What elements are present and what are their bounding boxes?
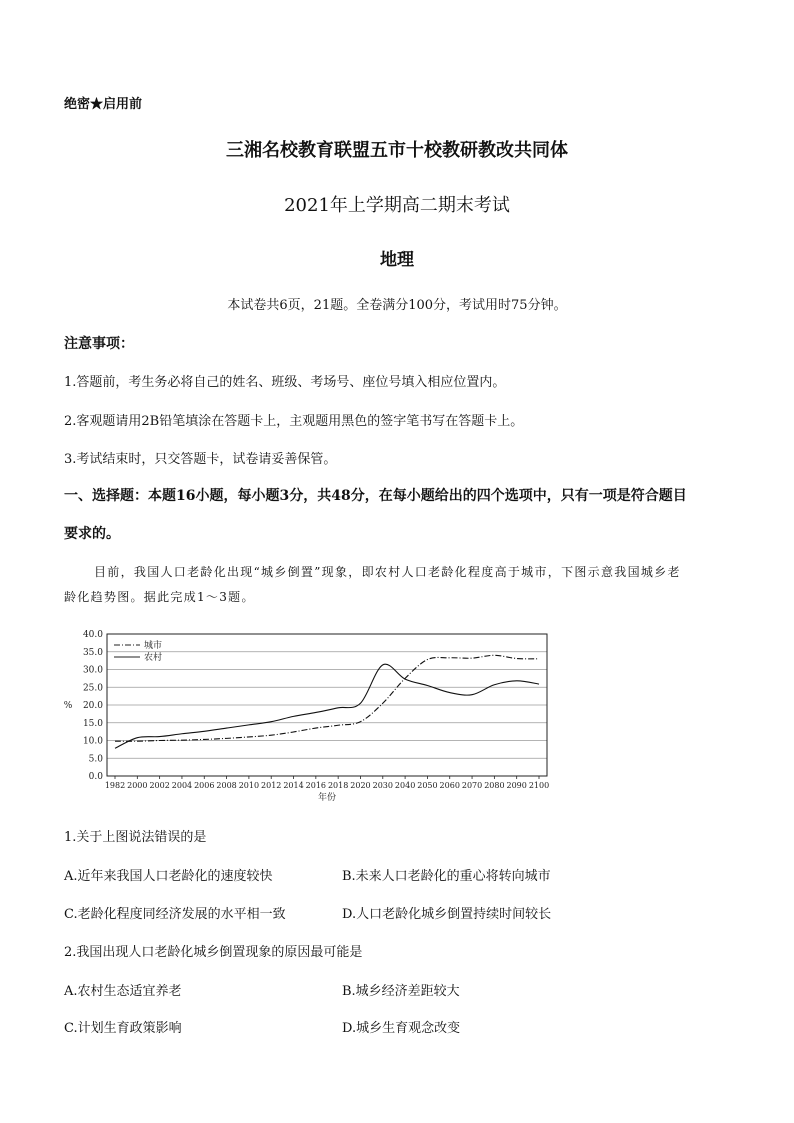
question-1-stem: 1.关于上图说法错误的是 — [64, 830, 207, 845]
question-2-option-b[interactable]: B.城乡经济差距较大 — [342, 984, 460, 999]
question-2-option-c[interactable]: C.计划生育政策影响 — [64, 1021, 182, 1036]
chart-grid — [107, 634, 547, 776]
x-tick-label: 2012 — [261, 781, 282, 790]
x-tick-label: 2016 — [305, 781, 327, 790]
confidential-mark: 绝密★启用前 — [64, 97, 143, 112]
x-tick-label: 2002 — [149, 781, 170, 790]
x-tick-label: 2004 — [171, 781, 193, 790]
x-tick-label: 2050 — [417, 781, 438, 790]
y-axis-label: % — [63, 701, 73, 711]
x-tick-label: 2010 — [238, 781, 260, 790]
x-tick-label: 2014 — [283, 781, 304, 790]
legend-label-rural: 农村 — [144, 653, 163, 663]
question-1-option-a[interactable]: A.近年来我国人口老龄化的速度较快 — [64, 869, 273, 884]
notes-title: 注意事项： — [64, 336, 134, 352]
x-tick-label: 2090 — [506, 781, 527, 790]
x-tick-label: 2070 — [461, 781, 483, 790]
x-tick-label: 2018 — [327, 781, 349, 790]
y-tick-label: 5.0 — [88, 754, 103, 765]
question-2-stem: 2.我国出现人口老龄化城乡倒置现象的原因最可能是 — [64, 945, 363, 960]
legend-label-urban: 城市 — [144, 641, 163, 651]
note-item-2: 2.客观题请用2B铅笔填涂在答题卡上，主观题用黑色的签字笔书写在答题卡上。 — [64, 414, 524, 429]
section-heading: 一、选择题：本题16小题，每小题3分，共48分，在每小题给出的四个选项中，只有一项是符合题目 — [64, 488, 687, 504]
y-tick-label: 35.0 — [82, 647, 103, 658]
y-tick-label: 20.0 — [82, 701, 103, 711]
x-tick-label: 1982 — [104, 781, 126, 790]
x-tick-label: 2020 — [350, 781, 371, 790]
y-tick-label: 0.0 — [88, 772, 103, 782]
exam-organization: 三湘名校教育联盟五市十校教研教改共同体 — [226, 140, 568, 161]
legend — [114, 639, 162, 663]
exam-title: 2021年上学期高二期末考试 — [284, 195, 510, 216]
x-tick-label: 2006 — [194, 781, 215, 790]
y-tick-labels — [83, 630, 103, 782]
exam-info: 本试卷共6页，21题。全卷满分100分，考试用时75分钟。 — [227, 298, 567, 313]
aging-trend-chart — [60, 622, 560, 807]
series-line-rural — [115, 664, 539, 748]
passage-line-1: 目前，我国人口老龄化出现“城乡倒置”现象，即农村人口老龄化程度高于城市，下图示意我国城乡老 — [94, 565, 681, 579]
section-heading-cont: 要求的。 — [64, 526, 120, 542]
x-tick-label: 2080 — [484, 781, 505, 790]
exam-subject: 地理 — [380, 250, 414, 270]
question-1-option-c[interactable]: C.老龄化程度同经济发展的水平相一致 — [64, 907, 286, 922]
x-tick-label: 2008 — [216, 781, 237, 790]
question-1-option-d[interactable]: D.人口老龄化城乡倒置持续时间较长 — [342, 907, 552, 922]
x-tick-label: 2100 — [528, 781, 550, 790]
y-tick-label: 15.0 — [82, 718, 103, 729]
y-tick-label: 25.0 — [82, 683, 103, 694]
series-line-urban — [115, 655, 539, 741]
y-tick-label: 30.0 — [82, 665, 103, 676]
x-tick-labels — [105, 776, 549, 790]
question-2-option-d[interactable]: D.城乡生育观念改变 — [342, 1021, 461, 1036]
x-tick-label: 2060 — [439, 781, 460, 790]
note-item-3: 3.考试结束时，只交答题卡，试卷请妥善保管。 — [64, 452, 337, 467]
x-axis-label: 年份 — [317, 793, 337, 803]
note-item-1: 1.答题前，考生务必将自己的姓名、班级、考场号、座位号填入相应位置内。 — [64, 375, 506, 390]
question-1-option-b[interactable]: B.未来人口老龄化的重心将转向城市 — [342, 869, 551, 884]
y-tick-label: 40.0 — [82, 630, 103, 640]
question-2-option-a[interactable]: A.农村生态适宜养老 — [64, 984, 182, 999]
x-tick-label: 2000 — [127, 781, 148, 790]
x-tick-label: 2040 — [394, 781, 416, 790]
y-tick-label: 10.0 — [82, 736, 103, 747]
passage-line-2: 龄化趋势图。据此完成1～3题。 — [64, 590, 255, 604]
x-tick-label: 2030 — [372, 781, 393, 790]
